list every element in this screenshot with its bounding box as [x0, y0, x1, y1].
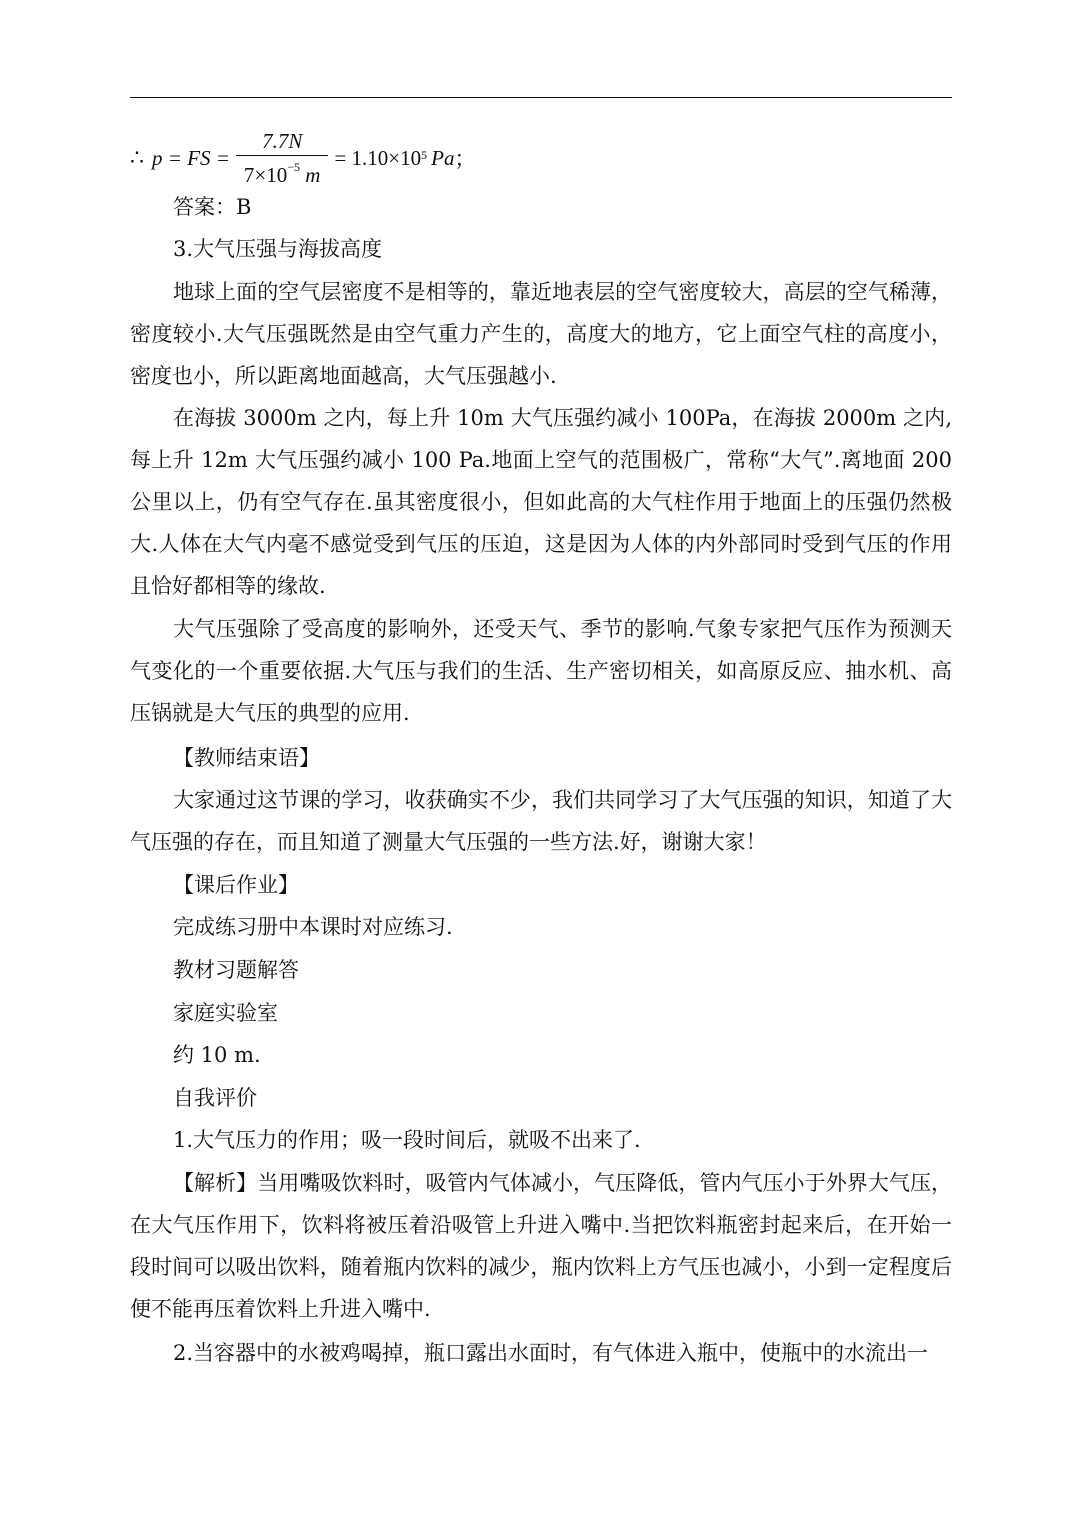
analysis-paragraph: 【解析】当用嘴吸饮料时，吸管内气体减小，气压降低，管内气压小于外界大气压，在大气压作用下，饮料将被压着沿吸管上升进入嘴中.当把饮料瓶密封起来后，在开始一段时间可以吸出饮料，随着瓶内饮料的减少，瓶内饮料上方气压也减小，小到一定程度后便不能再压着饮料上升进入嘴中. [130, 1171, 952, 1321]
formula-numerator: 7.7N [262, 129, 303, 153]
homework-text: 完成练习册中本课时对应练习. [173, 915, 453, 939]
homework-heading: 【课后作业】 [173, 873, 299, 897]
paragraph-altitude: 在海拔 3000m 之内，每上升 10m 大气压强约减小 100Pa，在海拔 2000m 之内,每上升 12m 大气压强约减小 100 Pa.地面上空气的范围极广，常称“大气”.离地面 200 公里以上，仍有空气存在.虽其密度很小，但如此高的大气柱作用于地面上的压强仍然极大.人体在大气内毫不感觉受到气压的压迫，这是因为人体的内外部同时受到气压的作用且恰好都相等的缘故. [130, 406, 952, 598]
section-heading: 3.大气压强与海拔高度 [173, 237, 383, 261]
denominator-unit: m [305, 163, 321, 187]
rhs-exponent: 5 [421, 147, 428, 162]
textbook-answers-heading: 教材习题解答 [173, 958, 299, 982]
paragraph-closing: 大家通过这节课的学习，收获确实不少，我们共同学习了大气压强的知识，知道了大气压强的存在，而且知道了测量大气压强的一些方法.好，谢谢大家！ [130, 788, 952, 854]
rhs-unit: Pa [431, 145, 455, 170]
paragraph-weather: 大气压强除了受高度的影响外，还受天气、季节的影响.气象专家把气压作为预测天气变化的一个重要依据.大气压与我们的生活、生产密切相关，如高原反应、抽水机、高压锅就是大气压的典型的应用. [130, 617, 952, 725]
pressure-formula [130, 128, 475, 188]
formula-end: ； [454, 147, 476, 171]
home-lab-heading: 家庭实验室 [173, 1001, 278, 1025]
formula-fraction [236, 129, 329, 187]
teacher-closing-heading: 【教师结束语】 [173, 746, 320, 770]
self-evaluation-heading: 自我评价 [173, 1086, 257, 1110]
paragraph-air-density: 地球上面的空气层密度不是相等的，靠近地表层的空气密度较大，高层的空气稀薄，密度较小.大气压强既然是由空气重力产生的，高度大的地方，它上面空气柱的高度小，密度也小，所以距离地面越高，大气压强越小. [130, 280, 952, 388]
answer-line: 答案：B [173, 195, 252, 219]
header-rule [130, 97, 952, 98]
formula-denominator [236, 155, 329, 187]
formula-lhs: p = FS = [152, 145, 230, 170]
answer-1: 1.大气压力的作用；吸一段时间后，就吸不出来了. [173, 1128, 641, 1152]
denominator-base: 7×10 [243, 163, 288, 187]
formula-rhs: = 1.10×10 [334, 145, 422, 170]
denominator-exponent: −5 [287, 160, 301, 174]
answer-2: 2.当容器中的水被鸡喝掉，瓶口露出水面时，有气体进入瓶中，使瓶中的水流出一 [173, 1341, 929, 1365]
therefore-symbol: ∴ [130, 145, 144, 170]
home-lab-answer: 约 10 m. [173, 1043, 261, 1067]
